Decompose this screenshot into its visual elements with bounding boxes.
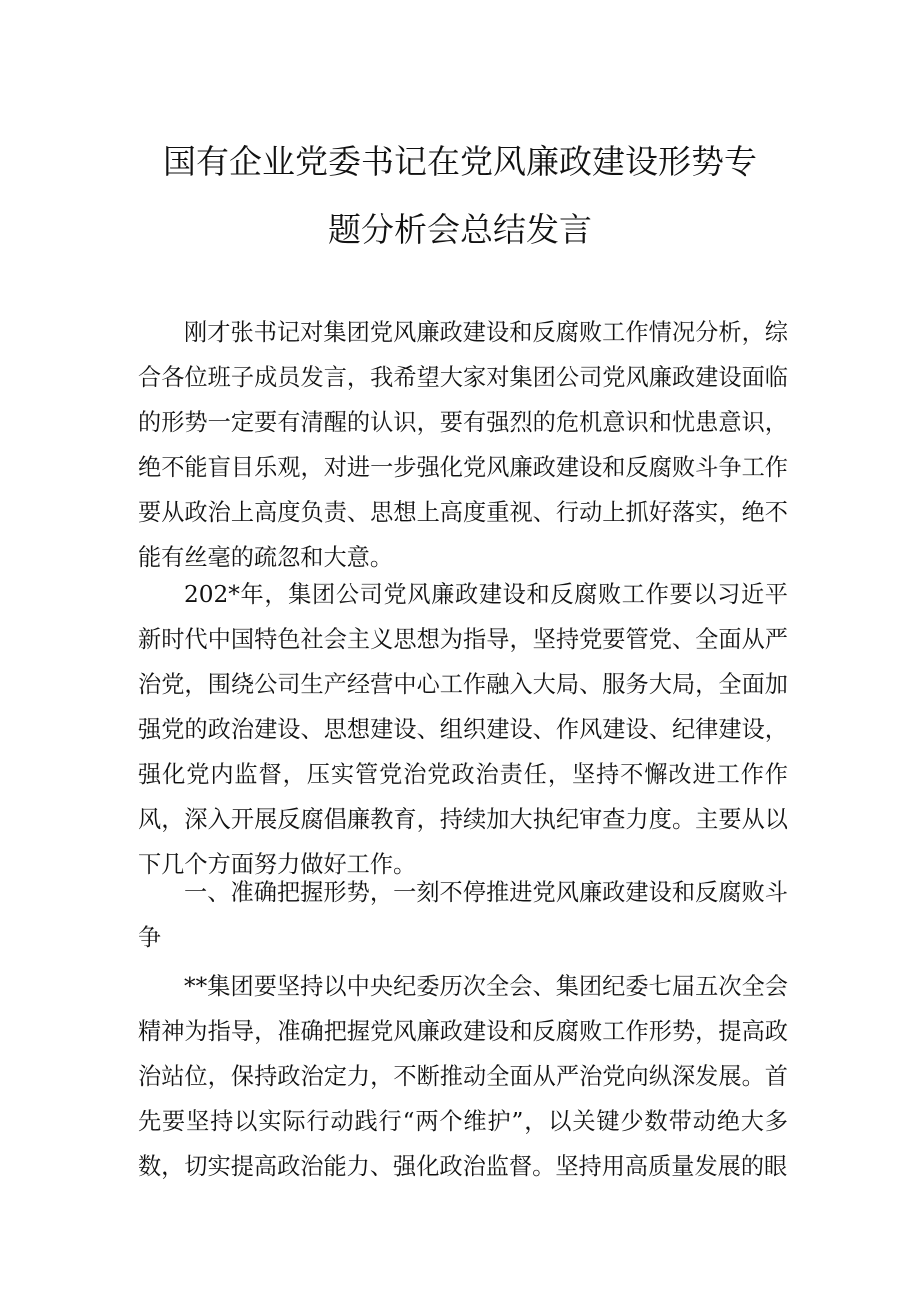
document-title-line-2: 题分析会总结发言 — [328, 210, 592, 249]
section-heading-1: 一、准确把握形势，一刻不停推进党风廉政建设和反腐败斗争 — [138, 879, 788, 951]
paragraph-guidance: 202*年，集团公司党风廉政建设和反腐败工作要以习近平新时代中国特色社会主义思想为指导，坚持党要管党、全面从严治党，围绕公司生产经营中心工作融入大局、服务大局，全面加强党的政治建设、思想建设、组织建设、作风建设、纪律建设，强化党内监督，压实管党治党政治责任，坚持不懈改进工作作风，深入开展反腐倡廉教育，持续加大执纪审查力度。主要从以下几个方面努力做好工作。 — [138, 581, 788, 878]
document-title-line-1: 国有企业党委书记在党风廉政建设形势专 — [163, 142, 757, 181]
section-1-paragraph: **集团要坚持以中央纪委历次全会、集团纪委七届五次全会精神为指导，准确把握党风廉政建设和反腐败工作形势，提高政治站位，保持政治定力，不断推动全面从严治党向纵深发展。首先要坚持以实际行动践行“两个维护”，以关键少数带动绝大多数，切实提高政治能力、强化政治监督。坚持用高质量发展的眼 — [138, 973, 788, 1180]
paragraph-opening: 刚才张书记对集团党风廉政建设和反腐败工作情况分析，综合各位班子成员发言，我希望大家对集团公司党风廉政建设面临的形势一定要有清醒的认识，要有强烈的危机意识和忧患意识，绝不能盲目乐观，对进一步强化党风廉政建设和反腐败斗争工作要从政治上高度负责、思想上高度重视、行动上抓好落实，绝不能有丝毫的疏忽和大意。 — [138, 319, 788, 571]
